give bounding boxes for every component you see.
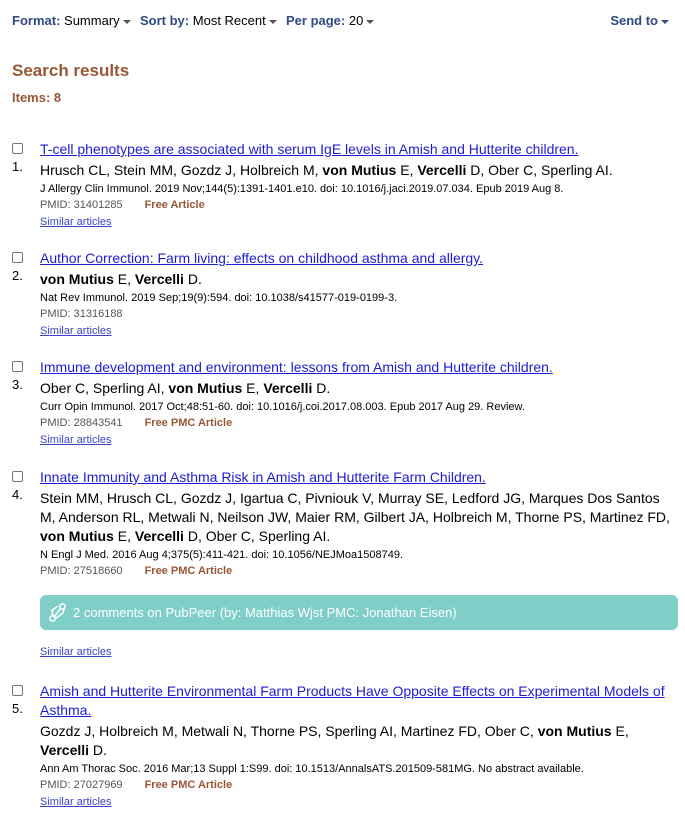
- similar-articles-link[interactable]: Similar articles: [40, 796, 112, 808]
- similar-articles-link[interactable]: Similar articles: [40, 434, 112, 446]
- results-toolbar: [12, 13, 673, 29]
- format-dropdown[interactable]: Format: Summary: [12, 13, 131, 28]
- chevron-down-icon: [661, 20, 669, 24]
- sort-dropdown[interactable]: Sort by: Most Recent: [140, 13, 277, 28]
- result-citation: Nat Rev Immunol. 2019 Sep;19(9):594. doi: 10.1038/s41577-019-0199-3.: [40, 292, 398, 304]
- similar-articles-link[interactable]: Similar articles: [40, 216, 112, 228]
- sort-value: Most Recent: [192, 13, 266, 28]
- free-pmc-article-badge: Free PMC Article: [144, 565, 233, 577]
- sort-label: Sort by: [140, 13, 185, 28]
- similar-articles-link[interactable]: Similar articles: [40, 325, 112, 337]
- result-checkbox[interactable]: [12, 252, 23, 263]
- pubpeer-comments-text: 2 comments on PubPeer (by: Matthias Wjst PMC: Jonathan Eisen): [73, 605, 457, 620]
- result-number: 4.: [12, 487, 23, 502]
- free-pmc-article-badge: Free PMC Article: [144, 417, 233, 429]
- format-label: Format: [12, 13, 57, 28]
- result-authors: Hrusch CL, Stein MM, Gozdz J, Holbreich M, von Mutius E, Vercelli D, Ober C, Sperling AI.: [40, 162, 613, 178]
- result-checkbox[interactable]: [12, 685, 23, 696]
- result-number: 1.: [12, 159, 23, 174]
- result-authors: Gozdz J, Holbreich M, Metwali N, Thorne PS, Sperling AI, Martinez FD, Ober C, von Mutius E, Vercelli D.: [40, 723, 629, 758]
- result-number: 2.: [12, 268, 23, 283]
- result-checkbox[interactable]: [12, 143, 23, 154]
- pubpeer-comments-banner[interactable]: [40, 595, 678, 630]
- free-pmc-article-badge: Free PMC Article: [144, 779, 233, 791]
- result-pmid: PMID: 31401285: [40, 199, 123, 211]
- perpage-value: 20: [348, 13, 364, 28]
- perpage-dropdown[interactable]: Per page: 20: [286, 13, 374, 28]
- items-count: Items: 8: [12, 90, 62, 105]
- format-value: Summary: [64, 13, 120, 28]
- result-title-link[interactable]: Immune development and environment: lessons from Amish and Hutterite children.: [40, 359, 553, 375]
- page-title: Search results: [12, 61, 130, 80]
- result-authors: von Mutius E, Vercelli D.: [40, 271, 202, 287]
- result-authors: Ober C, Sperling AI, von Mutius E, Vercelli D.: [40, 380, 331, 396]
- free-article-badge: Free Article: [144, 199, 205, 211]
- result-pmid: PMID: 27027969: [40, 779, 123, 791]
- result-title-link[interactable]: T-cell phenotypes are associated with serum IgE levels in Amish and Hutterite children.: [40, 141, 579, 157]
- result-pmid: PMID: 31316188: [40, 308, 123, 320]
- result-pmid: PMID: 27518660: [40, 565, 123, 577]
- result-pmid: PMID: 28843541: [40, 417, 123, 429]
- result-checkbox[interactable]: [12, 361, 23, 372]
- result-title-link[interactable]: Amish and Hutterite Environmental Farm Products Have Opposite Effects on Experimental Models of Asthma.: [40, 683, 665, 718]
- result-number: 5.: [12, 701, 23, 716]
- send-to-dropdown[interactable]: [610, 13, 669, 28]
- result-number: 3.: [12, 377, 23, 392]
- result-citation: J Allergy Clin Immunol. 2019 Nov;144(5):1391-1401.e10. doi: 10.1016/j.jaci.2019.07.034. Epub 2019 Aug 8.: [40, 183, 564, 195]
- result-authors: Stein MM, Hrusch CL, Gozdz J, Igartua C, Pivniouk V, Murray SE, Ledford JG, Marques Dos Santos M, Anderson RL, Metwali N, Neilson JW, Maier RM, Gilbert JA, Holbreich M, Thorne PS, Martinez FD, von Mutius E, Vercelli D, Ober C, Sperling AI.: [40, 490, 670, 544]
- similar-articles-link[interactable]: Similar articles: [40, 646, 112, 658]
- result-checkbox[interactable]: [12, 471, 23, 482]
- perpage-label: Per page: [286, 13, 341, 28]
- result-citation: N Engl J Med. 2016 Aug 4;375(5):411-421. doi: 10.1056/NEJMoa1508749.: [40, 549, 404, 561]
- result-citation: Ann Am Thorac Soc. 2016 Mar;13 Suppl 1:S99. doi: 10.1513/AnnalsATS.201509-581MG. No abstract available.: [40, 763, 584, 775]
- chevron-down-icon: [123, 20, 131, 24]
- pubpeer-icon: [48, 602, 68, 623]
- result-title-link[interactable]: Innate Immunity and Asthma Risk in Amish and Hutterite Farm Children.: [40, 469, 486, 485]
- result-citation: Curr Opin Immunol. 2017 Oct;48:51-60. doi: 10.1016/j.coi.2017.08.003. Epub 2017 Aug 29. Review.: [40, 401, 525, 413]
- send-to-label: Send to: [610, 13, 658, 28]
- chevron-down-icon: [366, 20, 374, 24]
- chevron-down-icon: [269, 20, 277, 24]
- result-title-link[interactable]: Author Correction: Farm living: effects on childhood asthma and allergy.: [40, 250, 484, 266]
